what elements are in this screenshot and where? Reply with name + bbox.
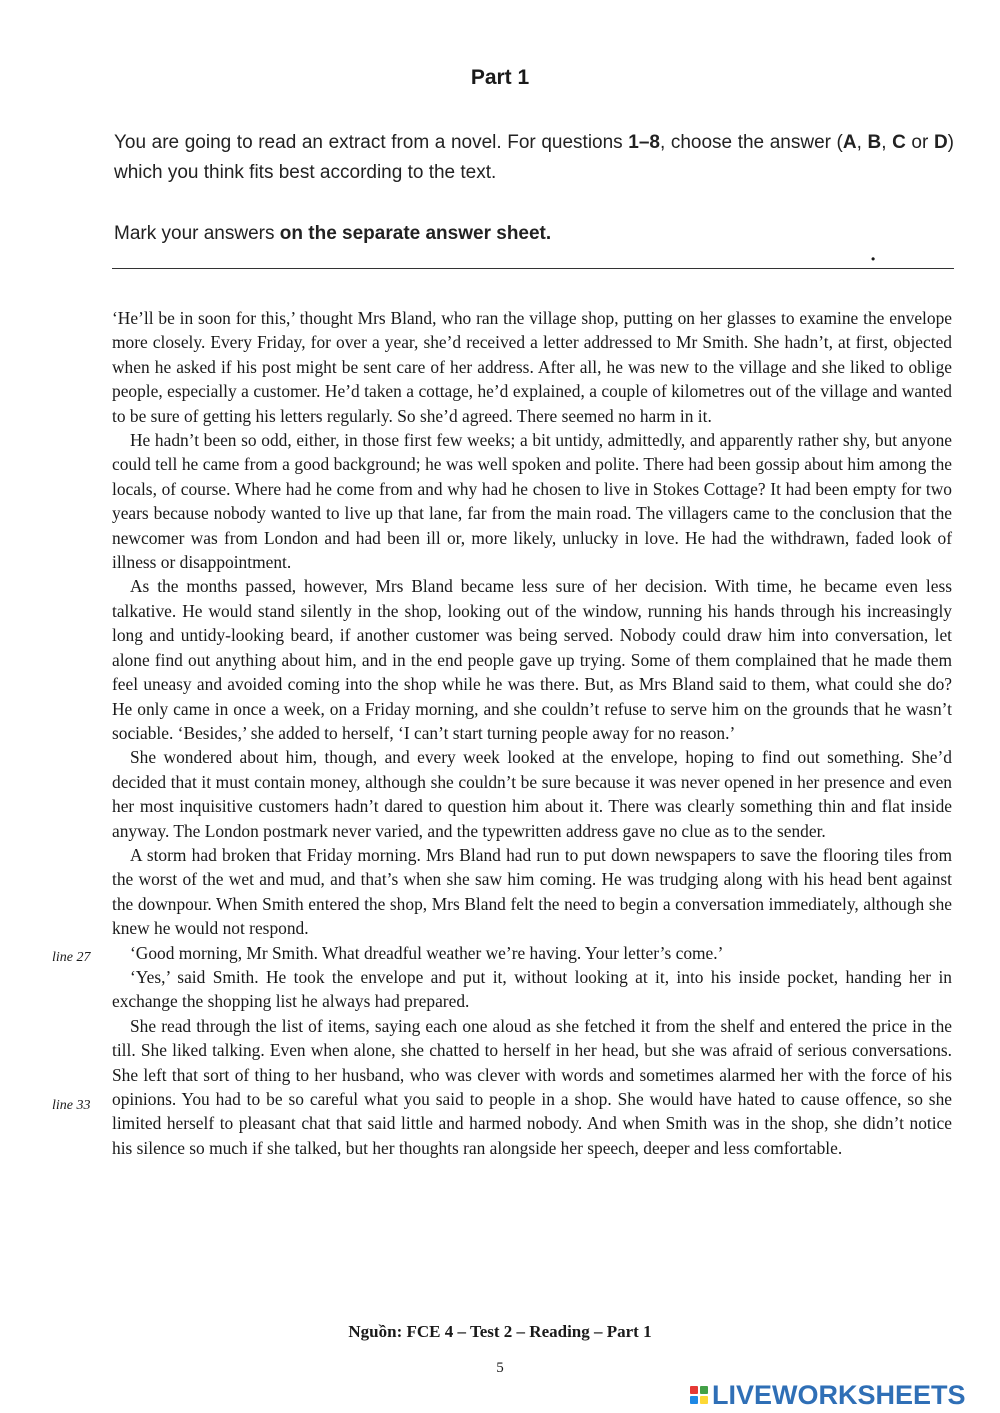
instr-text: , (856, 132, 868, 153)
instr-text: ) which you think fits best according to the text. (114, 132, 954, 183)
liveworksheets-logo-icon (690, 1386, 708, 1404)
instr-text: Mark your answers (114, 223, 280, 244)
paragraph: He hadn’t been so odd, either, in those first few weeks; a bit untidy, admittedly, and apparently rather shy, but anyone could tell he came from a good background; he was well spoken and polite. There had been gossip about him among the locals, of course. Where had he come from and why had he chosen to live in Stokes Cottage? It had been empty for two years because nobody wanted to live up that lane, far from the main road. The villagers came to the conclusion that the newcomer was from London and had been ill or, more likely, unlucky in love. He had the withdrawn, faded look of illness or disappointment. (112, 430, 952, 573)
answer-sheet-emphasis: on the separate answer sheet. (279, 223, 552, 244)
instr-text: , choose the answer ( (659, 132, 843, 153)
option-letter: D (933, 132, 948, 153)
instr-text: , (881, 132, 893, 153)
page-number: 5 (496, 1360, 504, 1376)
option-letter: B (867, 132, 882, 153)
paragraph: ‘He’ll be in soon for this,’ thought Mrs Bland, who ran the village shop, putting on her glasses to examine the envelope more closely. Every Friday, for over a year, she’d received a letter addressed to Mr Smith. She hadn’t, at first, objected when he asked if his post might be sent care of her address. After all, he was new to the village and she liked to oblige people, especially a customer. He’d taken a cottage, he’d explained, a couple of kilometres out of the village and wanted to be sure of getting his letters regularly. So she’d agreed. There seemed no harm in it. (112, 308, 952, 426)
paragraph: ‘Good morning, Mr Smith. What dreadful weather we’re having. Your letter’s come.’ (130, 942, 724, 963)
paragraph: She wondered about him, though, and every week looked at the envelope, hoping to find out something. She’d decided that it must contain money, although she couldn’t be sure because it was never opened in her presence and even her most inquisitive customers hadn’t dared to question him about it. There was clearly something thin and flat inside anyway. The London postmark never varied, and the typewritten address gave no clue as to the sender. (112, 747, 952, 841)
paragraph: She read through the list of items, saying each one aloud as she fetched it from the shelf and entered the price in the till. She liked talking. Even when alone, she chatted to herself in her head, but she was afraid of serious conversations. She left that sort of thing to her husband, who was clever with words and sometimes alarmed her with the force of his opinions. You had to be so careful what you said to people in a shop. She would have hated to cause offence, so she limited herself to pleasant chat that said little and harmed nobody. And when Smith was in the shop, she didn’t notice his silence so much if she talked, but her thoughts ran alongside her speech, deeper and less comfortable. (112, 1015, 952, 1158)
line-marker-27: line 27 (52, 950, 91, 965)
option-letter: C (892, 132, 906, 153)
novel-extract (112, 306, 952, 1160)
instructions-text (114, 128, 954, 188)
paragraph: As the months passed, however, Mrs Bland became less sure of her decision. With time, he became even less talkative. He would stand silently in the shop, looking out of the window, running his hands through his increasingly long and untidy-looking beard, if another customer was being served. Nobody could draw him into conversation, let alone find out anything about him, and in the end people gave up trying. Some of them complained that he made them feel uneasy and avoided coming into the shop while he was there. But, as Mrs Bland said to them, what could she do? He only came in once a week, on a Friday morning, and she couldn’t refuse to serve him on the grounds that he wasn’t sociable. ‘Besides,’ she added to herself, ‘I can’t start turning people away for no reason.’ (112, 576, 952, 743)
liveworksheets-watermark (690, 1380, 966, 1410)
paragraph: ‘Yes,’ said Smith. He took the envelope and put it, without looking at it, into his inside pocket, handing her in exchange the shopping list he always had prepared. (112, 966, 952, 1012)
instr-text: You are going to read an extract from a novel. For questions (114, 132, 629, 153)
instr-text: or (905, 132, 934, 153)
watermark-text: LIVEWORKSHEETS (712, 1379, 966, 1410)
separator-rule (112, 268, 954, 269)
stray-mark: • (871, 252, 876, 266)
answer-sheet-instruction (114, 219, 954, 249)
source-credit: Nguồn: FCE 4 – Test 2 – Reading – Part 1 (348, 1322, 652, 1341)
question-range: 1–8 (628, 132, 660, 153)
part-heading: Part 1 (470, 66, 530, 89)
option-letter: A (842, 132, 857, 153)
paragraph: A storm had broken that Friday morning. Mrs Bland had run to put down newspapers to save the flooring tiles from the worst of the wet and mud, and that’s when she saw him coming. He was trudging along with his head bent against the downpour. When Smith entered the shop, Mrs Bland felt the need to begin a conversation immediately, although she knew he would not respond. (112, 844, 952, 939)
line-marker-33: line 33 (52, 1098, 91, 1113)
